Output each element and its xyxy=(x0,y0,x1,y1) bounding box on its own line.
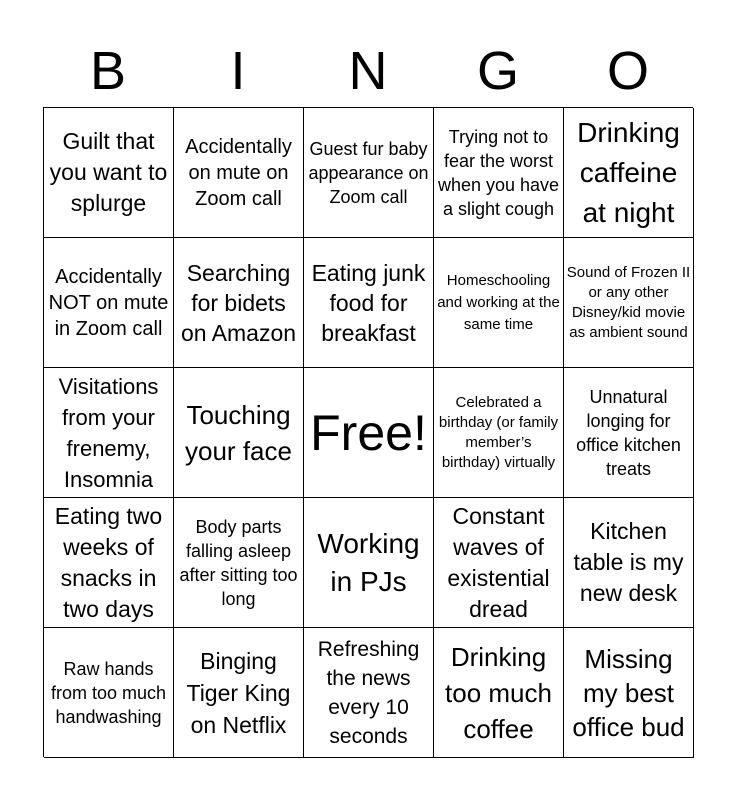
bingo-cell[interactable] xyxy=(304,108,434,238)
bingo-board xyxy=(43,107,693,757)
bingo-header xyxy=(43,36,693,106)
header-letter-n: N xyxy=(348,41,388,101)
cell-text: Celebrated a birthday (or family member’s birthday) virtually xyxy=(438,393,559,471)
cell-text: Trying not to fear the worst when you have a slight cough xyxy=(437,126,560,219)
bingo-cell[interactable] xyxy=(174,628,304,758)
cell-text: Homeschooling and working at the same time xyxy=(437,271,560,333)
bingo-cell[interactable] xyxy=(434,368,564,498)
cell-text: Guilt that you want to splurge xyxy=(49,128,168,216)
cell-text: Eating two weeks of snacks in two days xyxy=(54,502,163,622)
cell-text: Unnatural longing for office kitchen treats xyxy=(576,386,681,479)
cell-text: Touching your face xyxy=(185,399,292,466)
header-letter-i: I xyxy=(230,41,246,101)
bingo-cell[interactable] xyxy=(434,498,564,628)
cell-text: Guest fur baby appearance on Zoom call xyxy=(308,138,429,207)
bingo-cell[interactable] xyxy=(434,238,564,368)
cell-text: Kitchen table is my new desk xyxy=(573,518,684,606)
cell-text: Searching for bidets on Amazon xyxy=(180,259,297,346)
bingo-cell[interactable] xyxy=(174,108,304,238)
bingo-cell[interactable] xyxy=(434,628,564,758)
cell-text: Working in PJs xyxy=(317,527,420,597)
bingo-cell[interactable] xyxy=(304,238,434,368)
bingo-cell[interactable] xyxy=(44,368,174,498)
cell-text: Binging Tiger King on Netflix xyxy=(186,647,291,738)
bingo-cell[interactable] xyxy=(564,238,694,368)
cell-text: Drinking too much coffee xyxy=(445,641,552,744)
bingo-cell[interactable] xyxy=(564,368,694,498)
bingo-cell[interactable] xyxy=(44,498,174,628)
bingo-cell[interactable] xyxy=(174,368,304,498)
header-letter-b: B xyxy=(89,41,127,101)
bingo-cell[interactable] xyxy=(174,238,304,368)
cell-text: Visitations from your frenemy, Insomnia xyxy=(58,373,159,492)
bingo-cell[interactable] xyxy=(434,108,564,238)
bingo-cell[interactable] xyxy=(174,498,304,628)
cell-text: Accidentally on mute on Zoom call xyxy=(185,135,292,210)
header-letter-o: O xyxy=(606,41,649,101)
bingo-cell[interactable] xyxy=(564,628,694,758)
bingo-cell[interactable] xyxy=(44,238,174,368)
cell-text: Sound of Frozen II or any other Disney/kid movie as ambient sound xyxy=(566,263,691,341)
cell-text: Accidentally NOT on mute in Zoom call xyxy=(48,265,169,340)
bingo-cell[interactable] xyxy=(564,108,694,238)
free-space-label: Free! xyxy=(310,404,427,461)
bingo-cell[interactable] xyxy=(44,108,174,238)
bingo-cell[interactable] xyxy=(304,498,434,628)
cell-text: Refreshing the news every 10 seconds xyxy=(317,637,420,748)
cell-text: Missing my best office bud xyxy=(572,643,685,742)
header-letter-g: G xyxy=(476,41,519,101)
cell-text: Raw hands from too much handwashing xyxy=(50,658,167,727)
cell-text: Body parts falling asleep after sitting too long xyxy=(179,516,298,609)
bingo-cell[interactable] xyxy=(44,628,174,758)
bingo-cell[interactable] xyxy=(304,628,434,758)
cell-text: Drinking caffeine at night xyxy=(577,116,680,228)
cell-text: Constant waves of existential dread xyxy=(447,502,550,622)
bingo-cell[interactable] xyxy=(564,498,694,628)
cell-text: Eating junk food for breakfast xyxy=(311,259,426,346)
free-space[interactable] xyxy=(304,368,434,498)
